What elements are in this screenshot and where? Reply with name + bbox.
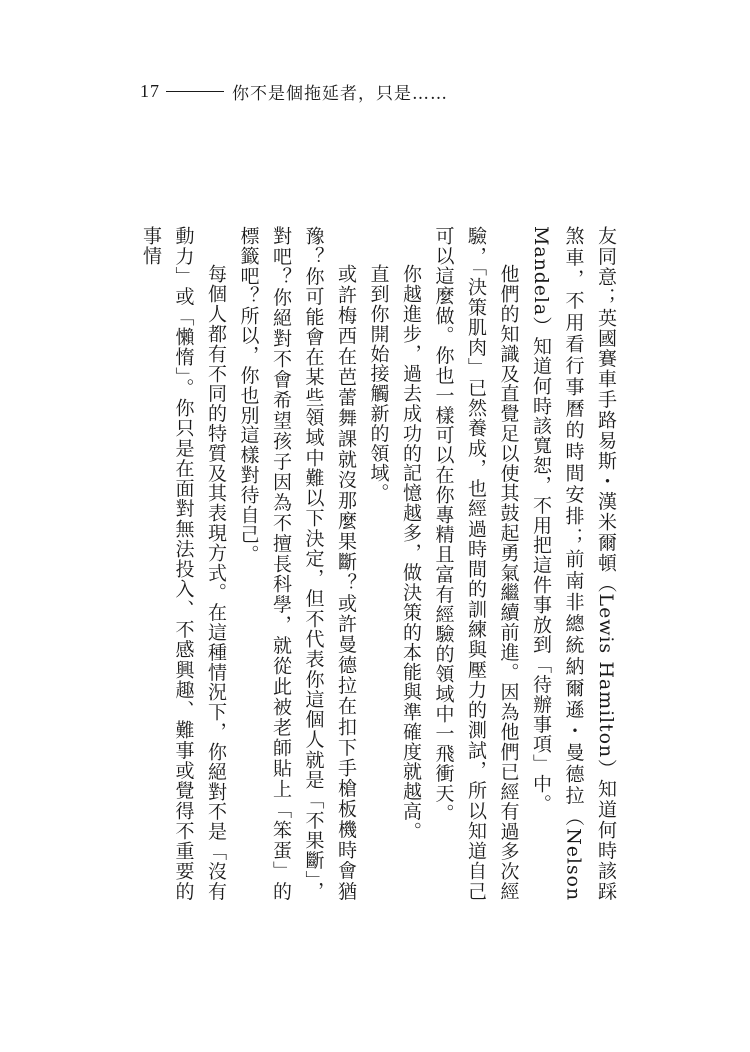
header-rule <box>166 91 224 92</box>
paragraph: 你越進步，過去成功的記憶越多，做決策的本能與準確度就越高。 <box>400 264 422 842</box>
paragraph: 每個人都有不同的特質及其表現方式。在這種情況下，你絕對不是「沒有動力」或「懶惰」。你只是在面對無法投入、不感興趣、難事或覺得不重要的事情 <box>140 226 227 901</box>
paragraph: 他們的知識及直覺足以使其鼓起勇氣繼續前進。因為他們已經有過多次經驗，「決策肌肉」已然養成，也經過時間的訓練與壓力的測試，所以知道自己可以這麼做。你也一樣可以在你專精且富有經驗的領域中一飛衝天。 <box>432 226 520 901</box>
paragraph: 直到你開始接觸新的領域。 <box>367 264 390 503</box>
chapter-title: 你不是個拖延者，只是…… <box>232 83 448 104</box>
running-head <box>140 78 448 104</box>
paragraph: 或許梅西在芭蕾舞課就沒那麼果斷？或許曼德拉在扣下手槍板機時會猶豫？你可能會在某些領域中難以下決定，但不代表你這個人就是「不果斷」，對吧？你絕對不會希望孩子因為不擅長科學，就從此被老師貼上「笨蛋」的標籤吧？所以，你也別這樣對待自己。 <box>237 226 357 901</box>
paragraph-continued: 友同意；英國賽車手路易斯・漢米爾頓（Lewis Hamilton）知道何時該踩煞車，不用看行事曆的時間安排；前南非總統納爾遜・曼德拉（Nelson Mandela）知道何時該寬恕，不用把這件事放到「待辦事項」中。 <box>530 226 617 901</box>
body-text <box>140 226 622 901</box>
page-number: 17 <box>140 80 160 101</box>
